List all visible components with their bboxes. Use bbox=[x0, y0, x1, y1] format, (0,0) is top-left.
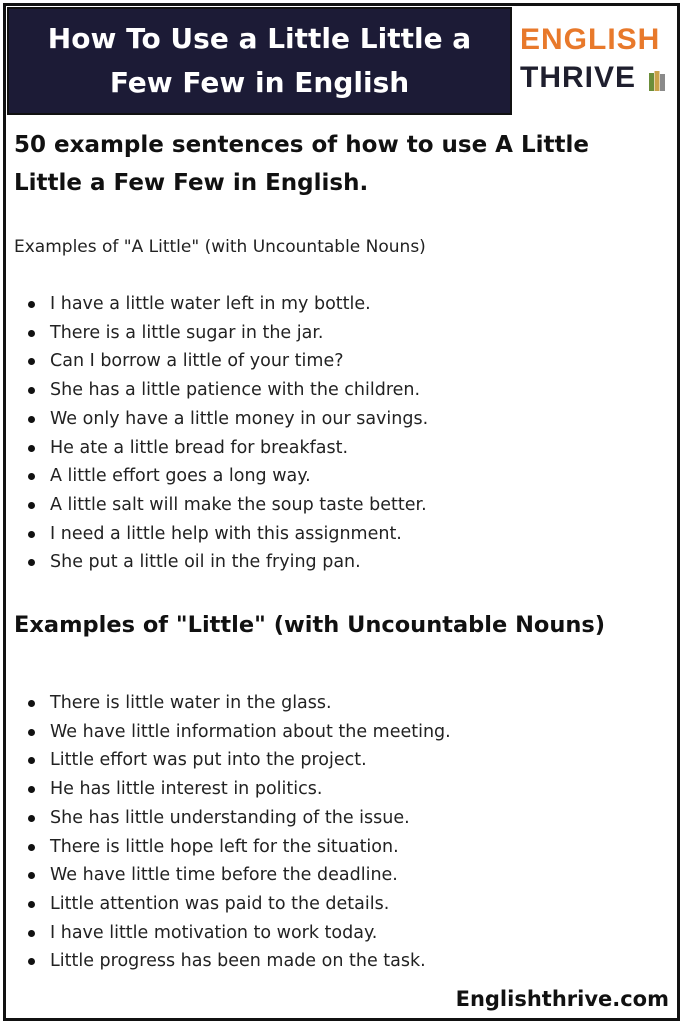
list-item: There is a little sugar in the jar. bbox=[0, 319, 428, 348]
list-item: She has a little patience with the children. bbox=[0, 376, 428, 405]
list-item: I have a little water left in my bottle. bbox=[0, 290, 428, 319]
bullet-icon bbox=[28, 301, 35, 308]
bullet-icon bbox=[28, 958, 35, 965]
page-title: How To Use a Little Little a Few Few in English bbox=[47, 22, 472, 99]
list-item: Little progress has been made on the task. bbox=[0, 947, 451, 976]
list-item: Little effort was put into the project. bbox=[0, 746, 451, 775]
bullet-icon bbox=[28, 786, 35, 793]
bullet-icon bbox=[28, 358, 35, 365]
bullet-icon bbox=[28, 531, 35, 538]
list-item: He has little interest in politics. bbox=[0, 775, 451, 804]
list-item: There is little hope left for the situation. bbox=[0, 833, 451, 862]
list-item: Little attention was paid to the details. bbox=[0, 890, 451, 919]
bullet-icon bbox=[28, 445, 35, 452]
bullet-icon bbox=[28, 700, 35, 707]
list-item: She has little understanding of the issue. bbox=[0, 804, 451, 833]
list-item: I need a little help with this assignment. bbox=[0, 520, 428, 549]
list-item: We have little information about the meeting. bbox=[0, 718, 451, 747]
list-item: A little salt will make the soup taste better. bbox=[0, 491, 428, 520]
logo-text-thrive: THRIVE bbox=[520, 61, 637, 94]
logo-text-english: ENGLISH bbox=[520, 23, 661, 56]
section-a-list bbox=[0, 290, 428, 577]
bullet-icon bbox=[28, 729, 35, 736]
bullet-icon bbox=[28, 330, 35, 337]
footer-site-link[interactable]: Englishthrive.com bbox=[455, 987, 669, 1011]
list-item: A little effort goes a long way. bbox=[0, 462, 428, 491]
bullet-icon bbox=[28, 901, 35, 908]
list-item: He ate a little bread for breakfast. bbox=[0, 434, 428, 463]
bullet-icon bbox=[28, 387, 35, 394]
intro-heading: 50 example sentences of how to use A Little Little a Few Few in English. bbox=[14, 132, 589, 196]
bullet-icon bbox=[28, 416, 35, 423]
bullet-icon bbox=[28, 559, 35, 566]
bullet-icon bbox=[28, 473, 35, 480]
list-item: We have little time before the deadline. bbox=[0, 861, 451, 890]
list-item: We only have a little money in our savings. bbox=[0, 405, 428, 434]
list-item: I have little motivation to work today. bbox=[0, 919, 451, 948]
list-item: There is little water in the glass. bbox=[0, 689, 451, 718]
bullet-icon bbox=[28, 930, 35, 937]
section-b-list bbox=[0, 689, 451, 976]
section-a-heading: Examples of "A Little" (with Uncountable Nouns) bbox=[14, 237, 426, 257]
bullet-icon bbox=[28, 757, 35, 764]
list-item: She put a little oil in the frying pan. bbox=[0, 548, 428, 577]
section-b-heading: Examples of "Little" (with Uncountable Nouns) bbox=[14, 612, 606, 638]
bullet-icon bbox=[28, 502, 35, 509]
list-item: Can I borrow a little of your time? bbox=[0, 347, 428, 376]
title-banner bbox=[7, 7, 512, 115]
book-icon bbox=[648, 70, 666, 92]
bullet-icon bbox=[28, 872, 35, 879]
bullet-icon bbox=[28, 844, 35, 851]
english-thrive-logo[interactable] bbox=[520, 22, 670, 102]
bullet-icon bbox=[28, 815, 35, 822]
